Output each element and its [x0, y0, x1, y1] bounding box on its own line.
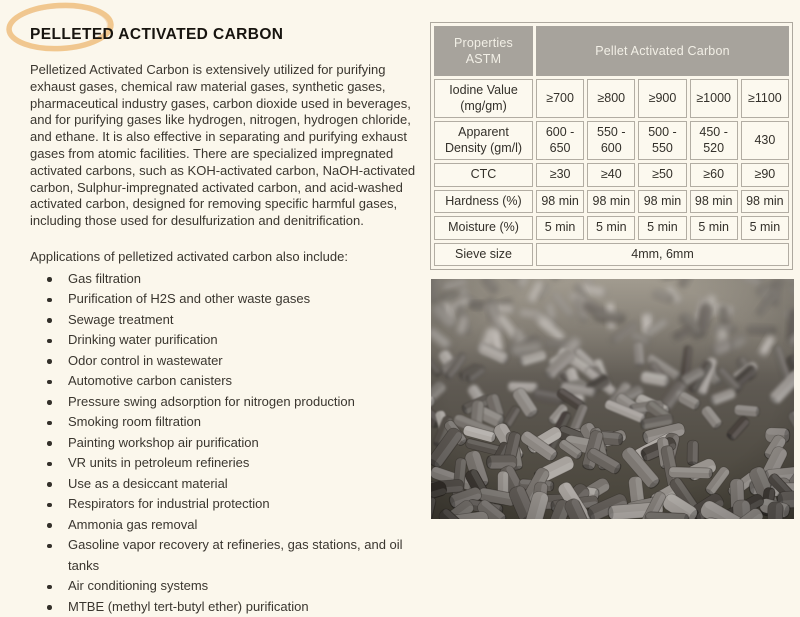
value-cell: ≥30 — [536, 163, 584, 187]
carbon-pellets-illustration — [431, 279, 794, 519]
page-title: PELLETED ACTIVATED CARBON — [30, 26, 420, 44]
list-item: Sewage treatment — [30, 310, 420, 331]
list-item: Painting workshop air purification — [30, 433, 420, 454]
value-cell: ≥40 — [587, 163, 635, 187]
table-row — [434, 190, 789, 214]
list-item: Drinking water purification — [30, 330, 420, 351]
list-item: Use as a desiccant material — [30, 474, 420, 495]
value-cell: ≥60 — [690, 163, 738, 187]
list-item: Pressure swing adsorption for nitrogen production — [30, 392, 420, 413]
properties-table — [430, 22, 793, 270]
value-cell: 550 - 600 — [587, 121, 635, 160]
table-row — [434, 216, 789, 240]
value-cell: ≥700 — [536, 79, 584, 118]
carbon-pellets-photo — [431, 279, 794, 519]
value-cell: ≥900 — [638, 79, 686, 118]
value-cell: 98 min — [536, 190, 584, 214]
list-item: VR units in petroleum refineries — [30, 453, 420, 474]
table-header-product: Pellet Activated Carbon — [536, 26, 789, 76]
value-cell: 5 min — [690, 216, 738, 240]
list-item: Air conditioning systems — [30, 576, 420, 597]
applications-heading: Applications of pelletized activated carbon also include: — [30, 249, 420, 265]
list-item: Purification of H2S and other waste gases — [30, 289, 420, 310]
table-row — [434, 243, 789, 267]
list-item: MTBE (methyl tert-butyl ether) purification — [30, 597, 420, 617]
intro-paragraph: Pelletized Activated Carbon is extensively utilized for purifying exhaust gases, chemical raw material gases, synthetic gases, pharmaceutical industry gases, carbon dioxide used in beverages, and for purifying gases like hydrogen, nitrogen, hydrogen chloride, and ethane. It is also effective in separating and purifying exhaust gases from atomic facilities. There are specialized impregnated activated carbons, such as KOH-activated carbon, NaOH-activated carbon, Sulphur-impregnated activated carbon, and acid-washed activated carbon, designed for removing specific harmful gases, including those used for desulfurization and denitrification. — [30, 62, 420, 230]
value-cell: 450 - 520 — [690, 121, 738, 160]
list-item: Odor control in wastewater — [30, 351, 420, 372]
property-cell: Sieve size — [434, 243, 533, 267]
value-cell: 98 min — [741, 190, 789, 214]
value-cell: 600 - 650 — [536, 121, 584, 160]
value-cell: ≥1100 — [741, 79, 789, 118]
table-header-properties: Properties ASTM — [434, 26, 533, 76]
value-cell-span: 4mm, 6mm — [536, 243, 789, 267]
value-cell: 500 - 550 — [638, 121, 686, 160]
value-cell: 98 min — [690, 190, 738, 214]
value-cell: ≥1000 — [690, 79, 738, 118]
value-cell: 5 min — [587, 216, 635, 240]
content-column — [30, 20, 420, 617]
spec-column — [430, 22, 794, 519]
list-item: Gasoline vapor recovery at refineries, gas stations, and oil tanks — [30, 535, 420, 576]
value-cell: 98 min — [587, 190, 635, 214]
property-cell: Hardness (%) — [434, 190, 533, 214]
property-cell: Moisture (%) — [434, 216, 533, 240]
title-block — [30, 26, 420, 48]
value-cell: ≥50 — [638, 163, 686, 187]
table-row — [434, 79, 789, 118]
list-item: Respirators for industrial protection — [30, 494, 420, 515]
table-header-row — [434, 26, 789, 76]
list-item: Gas filtration — [30, 269, 420, 290]
value-cell: 430 — [741, 121, 789, 160]
property-cell: Apparent Density (gm/l) — [434, 121, 533, 160]
value-cell: 5 min — [741, 216, 789, 240]
table-row — [434, 163, 789, 187]
value-cell: 5 min — [638, 216, 686, 240]
table-row — [434, 121, 789, 160]
list-item: Ammonia gas removal — [30, 515, 420, 536]
value-cell: 5 min — [536, 216, 584, 240]
list-item: Smoking room filtration — [30, 412, 420, 433]
property-cell: Iodine Value (mg/gm) — [434, 79, 533, 118]
value-cell: ≥90 — [741, 163, 789, 187]
list-item: Automotive carbon canisters — [30, 371, 420, 392]
property-cell: CTC — [434, 163, 533, 187]
value-cell: ≥800 — [587, 79, 635, 118]
value-cell: 98 min — [638, 190, 686, 214]
applications-list — [30, 269, 420, 617]
